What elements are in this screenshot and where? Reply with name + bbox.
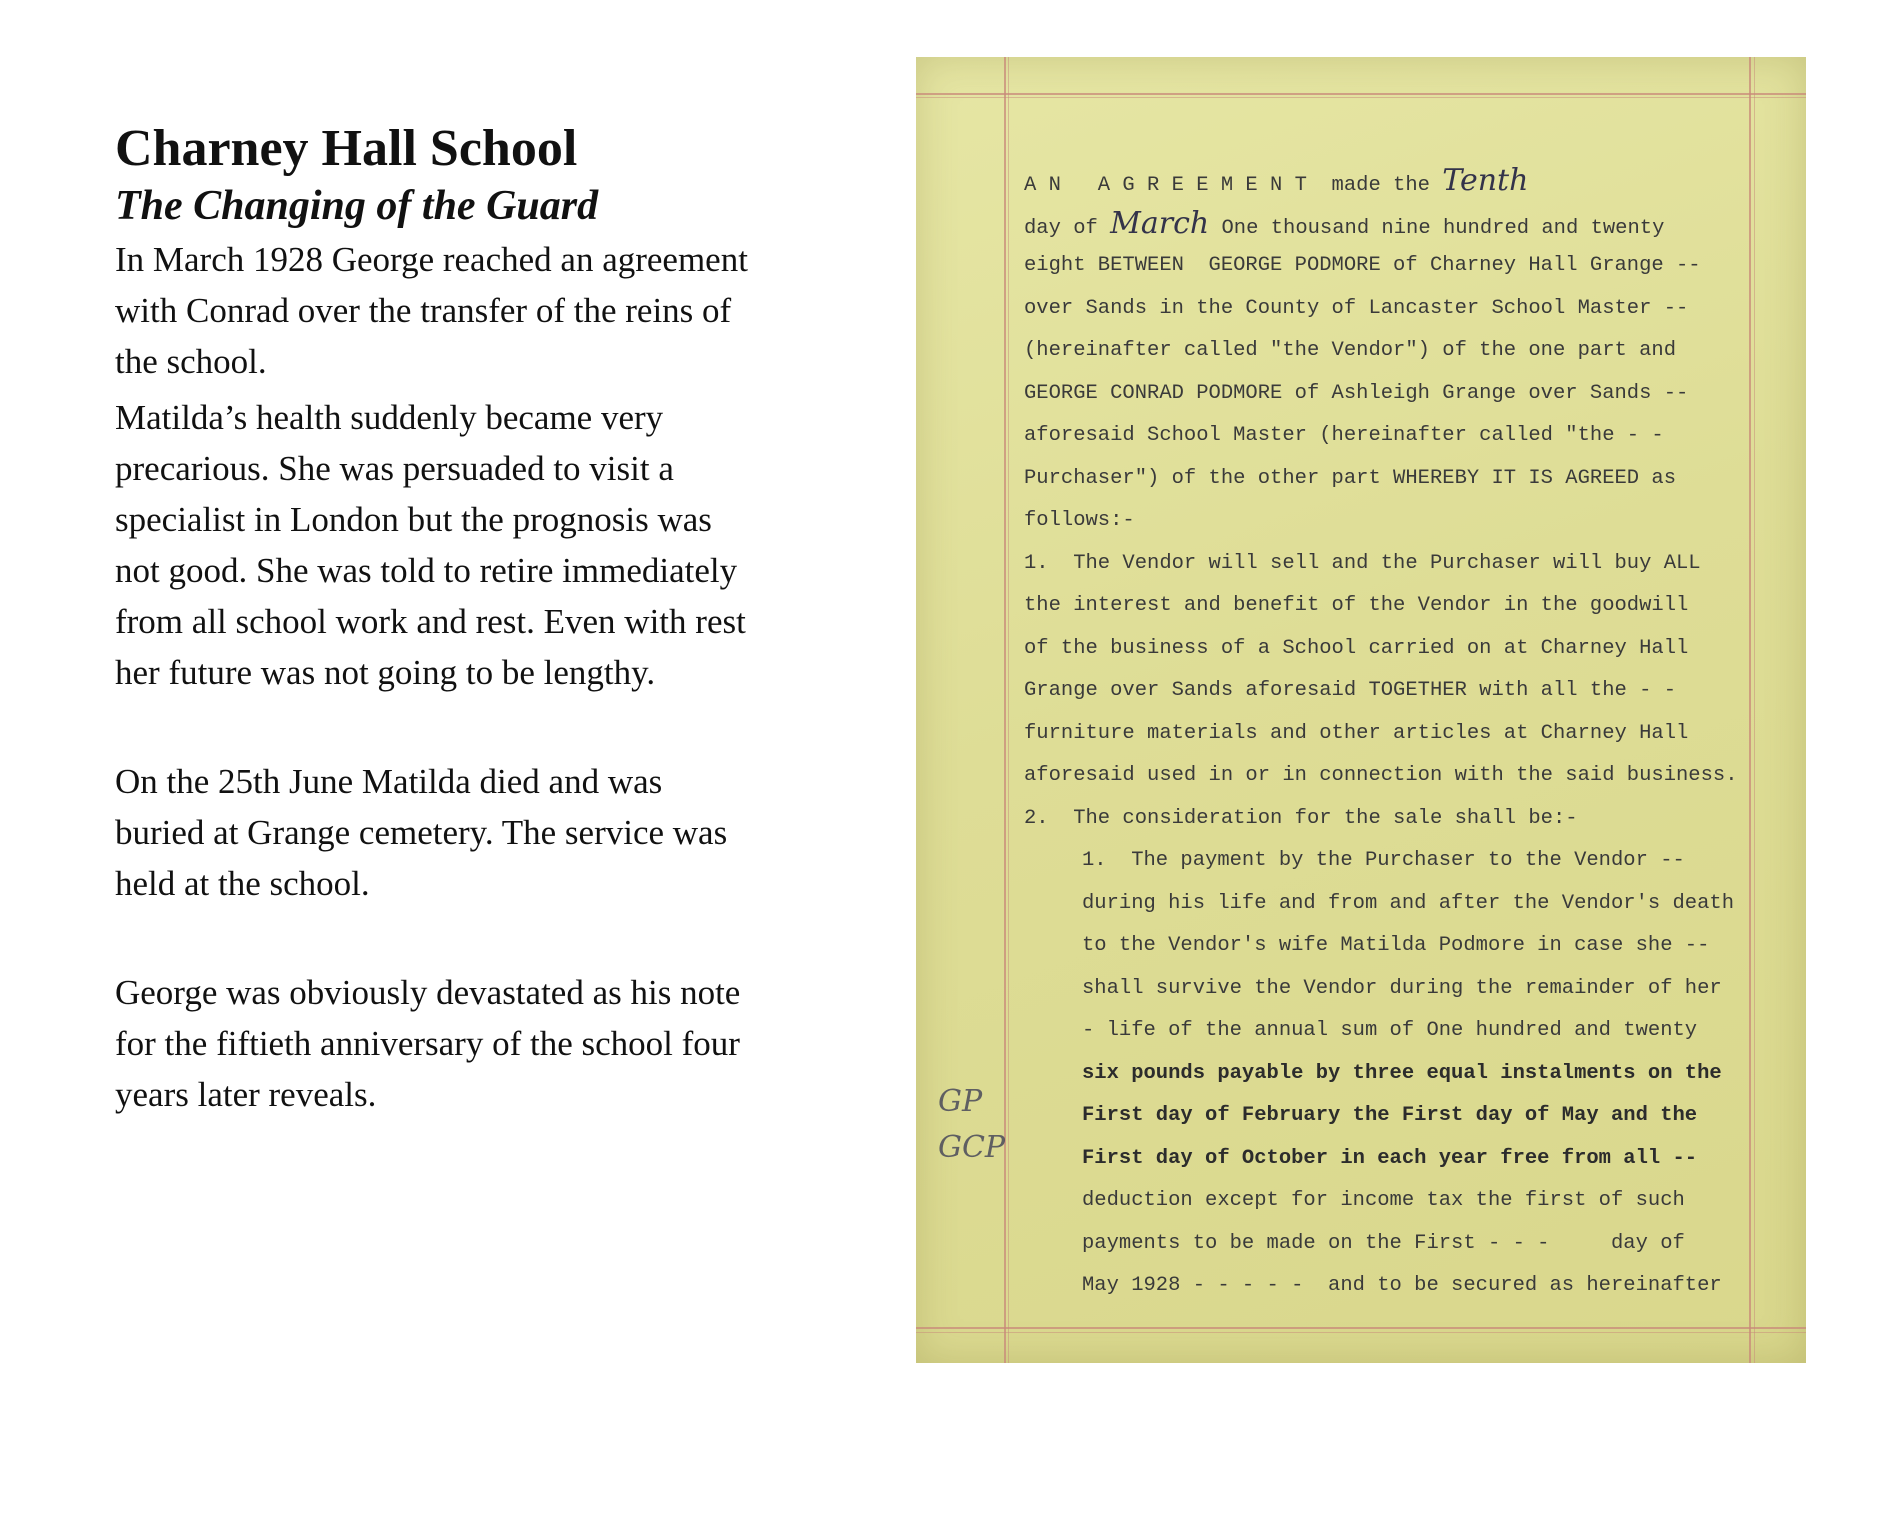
document-line: deduction except for income tax the first of such [1082, 1189, 1685, 1212]
document-line: during his life and from and after the Vendor's death [1082, 891, 1735, 915]
document-line: 1. The payment by the Purchaser to the Vendor -- [1082, 849, 1685, 872]
document-text [1024, 160, 1759, 1308]
paragraph-agreement: In March 1928 George reached an agreement with Conrad over the transfer of the reins of the school. [115, 240, 748, 381]
document-line: Grange over Sands aforesaid TOGETHER with all the - - [1024, 679, 1677, 702]
document-line: the interest and benefit of the Vendor in the goodwill [1024, 594, 1689, 617]
article-text [115, 118, 755, 1120]
margin-rule [916, 97, 1806, 98]
margin-initials [938, 1079, 1005, 1171]
document-line: - life of the annual sum of One hundred and twenty [1082, 1019, 1698, 1042]
document-line: aforesaid used in or in connection with the said business. [1024, 764, 1738, 787]
page-title: Charney Hall School [115, 120, 578, 177]
document-line: 1. The Vendor will sell and the Purchaser will buy ALL [1024, 551, 1701, 575]
document-line: of the business of a School carried on at Charney Hall [1024, 636, 1689, 660]
agreement-document-photo [916, 57, 1806, 1363]
document-line: shall survive the Vendor during the remainder of her [1082, 976, 1722, 1000]
handwritten-date: Tenth [1442, 163, 1529, 198]
handwritten-month: March [1110, 205, 1210, 241]
document-line: six pounds payable by three equal instalments on the [1082, 1061, 1722, 1085]
document-line: to the Vendor's wife Matilda Podmore in case she -- [1082, 934, 1710, 957]
document-line: over Sands in the County of Lancaster School Master -- [1024, 296, 1689, 320]
document-line: First day of October in each year free from all -- [1082, 1146, 1698, 1170]
margin-rule [1008, 57, 1009, 1363]
document-line: payments to be made on the First - - - day of [1082, 1231, 1685, 1255]
margin-rule [916, 1327, 1806, 1329]
document-line: day of March One thousand nine hundred and twenty [1024, 205, 1665, 241]
document-line: (hereinafter called "the Vendor") of the one part and [1024, 339, 1677, 362]
document-line: GEORGE CONRAD PODMORE of Ashleigh Grange over Sands -- [1024, 381, 1689, 405]
margin-rule [916, 93, 1806, 95]
document-line: eight BETWEEN GEORGE PODMORE of Charney Hall Grange -- [1024, 254, 1701, 277]
margin-rule [916, 1332, 1806, 1333]
document-line: Purchaser") of the other part WHEREBY IT IS AGREED as [1024, 466, 1677, 490]
initials-gcp: GCP [938, 1130, 1006, 1165]
document-line: aforesaid School Master (hereinafter called "the - - [1024, 424, 1664, 447]
paragraph-health: Matilda’s health suddenly became very precarious. She was persuaded to visit a specialist in London but the prognosis was not good. She was told to retire immediately from all school work and rest. Even with rest her future was not going to be lengthy. [115, 398, 746, 692]
document-line: follows:- [1024, 509, 1135, 532]
paragraph-death: On the 25th June Matilda died and was buried at Grange cemetery. The service was held at the school. [115, 762, 728, 903]
document-line: furniture materials and other articles at Charney Hall [1024, 721, 1689, 745]
page-subtitle: The Changing of the Guard [115, 183, 599, 229]
document-line: 2. The consideration for the sale shall be:- [1024, 806, 1578, 830]
document-line: May 1928 - - - - - and to be secured as hereinafter [1082, 1274, 1722, 1297]
paragraph-anniversary: George was obviously devastated as his note for the fiftieth anniversary of the school four years later reveals. [115, 973, 741, 1114]
document-line: A N A G R E E M E N T made the Tenth [1024, 163, 1529, 198]
document-line: First day of February the First day of May and the [1082, 1104, 1698, 1127]
initials-gp: GP [938, 1084, 983, 1119]
